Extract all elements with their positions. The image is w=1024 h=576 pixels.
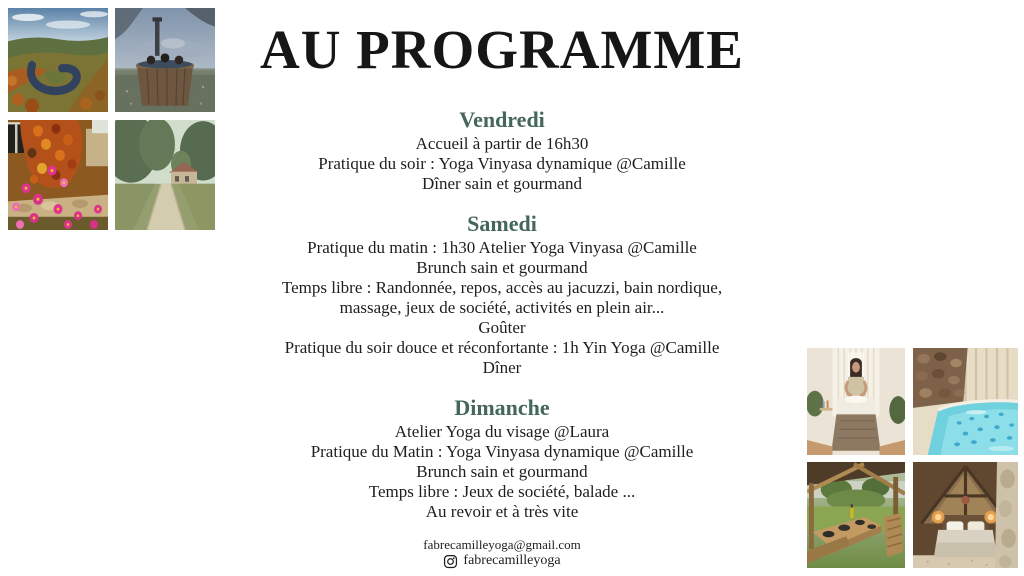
page-title: AU PROGRAMME [259, 19, 744, 80]
photo-grid-top-left [8, 8, 215, 230]
schedule-line: Brunch sain et gourmand [416, 258, 588, 277]
schedule-line: Atelier Yoga du visage @Laura [394, 422, 610, 441]
instagram-handle: fabrecamilleyoga [463, 553, 561, 568]
photo-indoor-jacuzzi-icon [913, 348, 1018, 455]
schedule-line: Temps libre : Randonnée, repos, accès au jacuzzi, bain nordique, [281, 278, 723, 297]
photo-river-meander-icon [8, 8, 108, 112]
program-content [212, 20, 792, 569]
contact-email: fabrecamilleyoga@gmail.com [423, 537, 581, 552]
photo-terrace-table-icon [807, 462, 905, 568]
photo-nordic-bath-icon [115, 8, 215, 112]
section-dimanche [212, 396, 792, 522]
schedule-line: Accueil à partir de 16h30 [415, 134, 589, 153]
instagram-row [212, 553, 792, 569]
photo-autumn-flowers-icon [8, 120, 108, 230]
section-vendredi [212, 108, 792, 194]
schedule-line: Pratique du soir : Yoga Vinyasa dynamique @Camille [318, 154, 686, 173]
photo-grid-bottom-right [807, 348, 1018, 568]
schedule-line: Pratique du soir douce et réconfortante : 1h Yin Yoga @Camille [284, 338, 720, 357]
schedule-line: Goûter [478, 318, 526, 337]
schedule-line: Brunch sain et gourmand [416, 462, 588, 481]
schedule-line: Dîner sain et gourmand [421, 174, 583, 193]
schedule-line: Au revoir et à très vite [425, 502, 579, 521]
day-heading-vendredi: Vendredi [459, 107, 545, 132]
contact-footer [212, 538, 792, 569]
instagram-icon [443, 554, 458, 569]
schedule-line: Pratique du matin : 1h30 Atelier Yoga Vinyasa @Camille [307, 238, 697, 257]
photo-garden-path-icon [115, 120, 215, 230]
section-samedi [212, 212, 792, 378]
photo-massage-room-icon [807, 348, 905, 455]
schedule-line: Temps libre : Jeux de société, balade ... [368, 482, 636, 501]
schedule-line: massage, jeux de société, activités en plein air... [339, 298, 665, 317]
schedule-line: Dîner [482, 358, 522, 377]
photo-attic-bedroom-icon [913, 462, 1018, 568]
schedule-line: Pratique du Matin : Yoga Vinyasa dynamique @Camille [310, 442, 694, 461]
day-heading-dimanche: Dimanche [454, 395, 550, 420]
day-heading-samedi: Samedi [467, 211, 537, 236]
